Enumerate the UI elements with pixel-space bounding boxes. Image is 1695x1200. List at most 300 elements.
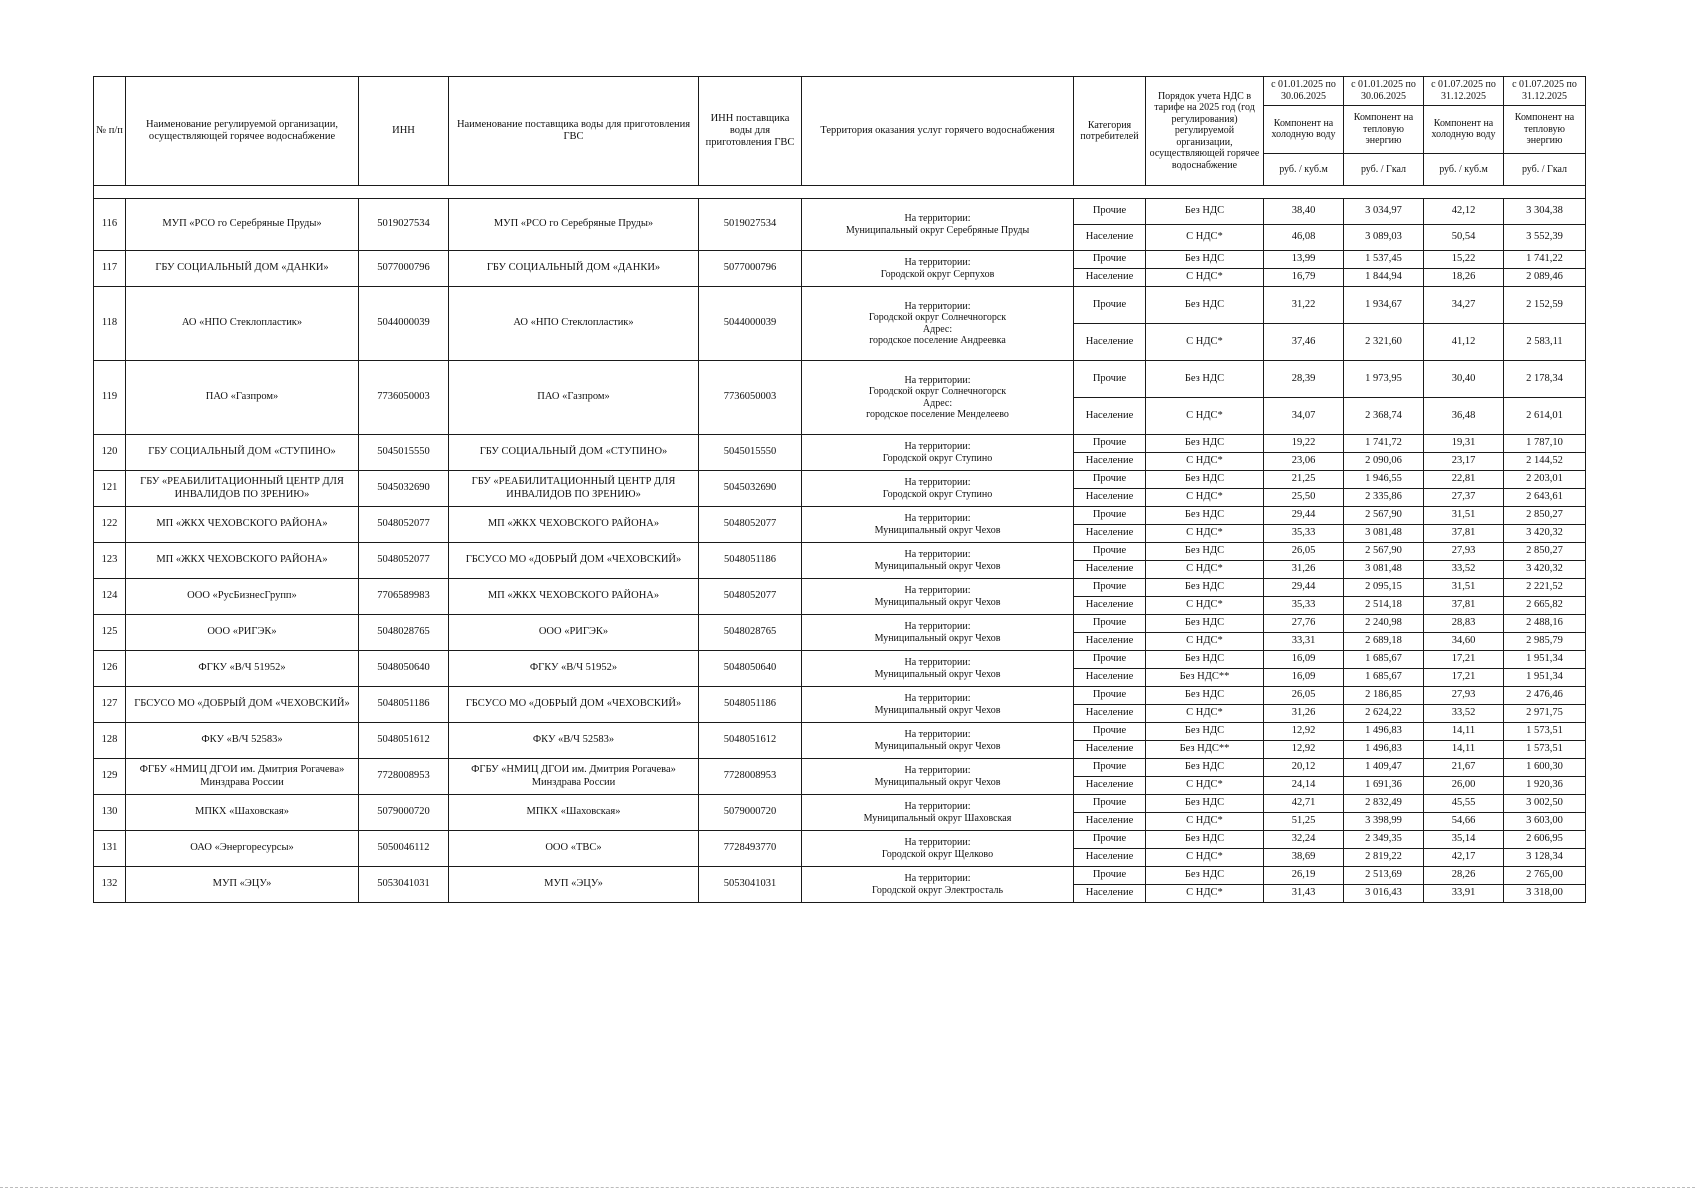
vat-order: Без НДС**: [1146, 669, 1264, 687]
consumer-category: Население: [1074, 489, 1146, 507]
org-inn: 5044000039: [359, 287, 449, 361]
org-inn: 5048052077: [359, 543, 449, 579]
consumer-category: Прочие: [1074, 579, 1146, 597]
territory-line: На территории:: [904, 477, 971, 488]
cold-water-h1: 19,22: [1264, 435, 1344, 453]
supplier-name: ФГКУ «В/Ч 51952»: [449, 651, 699, 687]
vat-order: Без НДС: [1146, 615, 1264, 633]
heat-energy-h2: 1 573,51: [1504, 723, 1586, 741]
consumer-category: Население: [1074, 741, 1146, 759]
cold-water-h1: 26,05: [1264, 687, 1344, 705]
cold-water-h1: 29,44: [1264, 579, 1344, 597]
org-inn: 5048051186: [359, 687, 449, 723]
cold-water-h1: 24,14: [1264, 777, 1344, 795]
org-name: ГБУ СОЦИАЛЬНЫЙ ДОМ «ДАНКИ»: [126, 251, 359, 287]
heat-energy-h1: 2 368,74: [1344, 398, 1424, 435]
heat-energy-h1: 2 567,90: [1344, 543, 1424, 561]
heat-energy-h2: 3 420,32: [1504, 561, 1586, 579]
header-comp-heat-1: Компонент на тепловую энергию: [1344, 105, 1424, 153]
header-unit-cold-1: руб. / куб.м: [1264, 153, 1344, 185]
cold-water-h2: 42,17: [1424, 849, 1504, 867]
heat-energy-h1: 1 973,95: [1344, 361, 1424, 398]
heat-energy-h1: 3 081,48: [1344, 525, 1424, 543]
heat-energy-h2: 2 203,01: [1504, 471, 1586, 489]
heat-energy-h1: 2 513,69: [1344, 867, 1424, 885]
cold-water-h2: 34,60: [1424, 633, 1504, 651]
consumer-category: Население: [1074, 669, 1146, 687]
heat-energy-h2: 2 089,46: [1504, 269, 1586, 287]
header-period-3: с 01.07.2025 по 31.12.2025: [1424, 77, 1504, 106]
row-number: 121: [94, 471, 126, 507]
vat-order: Без НДС: [1146, 759, 1264, 777]
territory-line: На территории:: [904, 441, 971, 452]
cold-water-h2: 45,55: [1424, 795, 1504, 813]
heat-energy-h2: 1 573,51: [1504, 741, 1586, 759]
territory-line: Муниципальный округ Чехов: [874, 776, 1001, 788]
cold-water-h2: 31,51: [1424, 579, 1504, 597]
heat-energy-h1: 3 081,48: [1344, 561, 1424, 579]
territory-line: На территории:: [904, 621, 971, 632]
supplier-name: АО «НПО Стеклопластик»: [449, 287, 699, 361]
territory-line: Муниципальный округ Чехов: [874, 740, 1001, 752]
territory-line: Муниципальный округ Чехов: [874, 704, 1001, 716]
heat-energy-h1: 3 398,99: [1344, 813, 1424, 831]
territory-line: Городской округ Электросталь: [871, 884, 1004, 896]
territory-line: городское поселение Менделеево: [866, 409, 1009, 420]
supplier-inn: 5045015550: [699, 435, 802, 471]
heat-energy-h2: 3 603,00: [1504, 813, 1586, 831]
tariff-body: [94, 186, 1586, 903]
cold-water-h2: 19,31: [1424, 435, 1504, 453]
header-unit-heat-2: руб. / Гкал: [1504, 153, 1586, 185]
vat-order: С НДС*: [1146, 597, 1264, 615]
row-number: 116: [94, 199, 126, 251]
supplier-name: ООО «ТВС»: [449, 831, 699, 867]
cold-water-h1: 37,46: [1264, 324, 1344, 361]
cold-water-h2: 37,81: [1424, 525, 1504, 543]
header-supplier-inn: ИНН поставщика воды для приготовления ГВС: [699, 77, 802, 186]
org-name: МУП «РСО го Серебряные Пруды»: [126, 199, 359, 251]
header-comp-cold-1: Компонент на холодную воду: [1264, 105, 1344, 153]
territory-line: Городской округ Серпухов: [880, 268, 995, 280]
consumer-category: Прочие: [1074, 543, 1146, 561]
header-period-4: с 01.07.2025 по 31.12.2025: [1504, 77, 1586, 106]
heat-energy-h1: 1 409,47: [1344, 759, 1424, 777]
supplier-name: ГБУ СОЦИАЛЬНЫЙ ДОМ «ДАНКИ»: [449, 251, 699, 287]
cold-water-h2: 18,26: [1424, 269, 1504, 287]
vat-order: С НДС*: [1146, 777, 1264, 795]
org-inn: 5048051612: [359, 723, 449, 759]
territory-line: На территории:: [904, 873, 971, 884]
territory-line: Муниципальный округ Чехов: [874, 596, 1001, 608]
vat-order: С НДС*: [1146, 225, 1264, 251]
heat-energy-h1: 1 496,83: [1344, 741, 1424, 759]
territory-line: Муниципальный округ Шаховская: [863, 812, 1012, 824]
cold-water-h2: 28,26: [1424, 867, 1504, 885]
org-name: ГБУ СОЦИАЛЬНЫЙ ДОМ «СТУПИНО»: [126, 435, 359, 471]
heat-energy-h2: 2 144,52: [1504, 453, 1586, 471]
heat-energy-h2: 1 787,10: [1504, 435, 1586, 453]
org-name: ПАО «Газпром»: [126, 361, 359, 435]
cold-water-h2: 33,52: [1424, 705, 1504, 723]
cold-water-h1: 33,31: [1264, 633, 1344, 651]
row-number: 117: [94, 251, 126, 287]
cold-water-h2: 22,81: [1424, 471, 1504, 489]
vat-order: С НДС*: [1146, 813, 1264, 831]
supplier-inn: 5053041031: [699, 867, 802, 903]
territory: [802, 651, 1074, 687]
consumer-category: Прочие: [1074, 199, 1146, 225]
heat-energy-h2: 1 951,34: [1504, 669, 1586, 687]
territory: [802, 579, 1074, 615]
cold-water-h2: 21,67: [1424, 759, 1504, 777]
header-unit-cold-2: руб. / куб.м: [1424, 153, 1504, 185]
heat-energy-h1: 2 095,15: [1344, 579, 1424, 597]
territory-line: На территории:: [904, 837, 971, 848]
consumer-category: Население: [1074, 225, 1146, 251]
cold-water-h2: 27,93: [1424, 543, 1504, 561]
consumer-category: Население: [1074, 597, 1146, 615]
header-inn: ИНН: [359, 77, 449, 186]
header-supplier: Наименование поставщика воды для приготовления ГВС: [449, 77, 699, 186]
org-name: МУП «ЭЦУ»: [126, 867, 359, 903]
territory: [802, 615, 1074, 651]
header-comp-cold-2: Компонент на холодную воду: [1424, 105, 1504, 153]
table-row: [94, 687, 1586, 705]
consumer-category: Прочие: [1074, 651, 1146, 669]
territory-line: На территории:: [904, 374, 971, 386]
org-inn: 5019027534: [359, 199, 449, 251]
consumer-category: Население: [1074, 525, 1146, 543]
row-number: 122: [94, 507, 126, 543]
consumer-category: Население: [1074, 453, 1146, 471]
consumer-category: Прочие: [1074, 759, 1146, 777]
territory-line: На территории:: [904, 257, 971, 268]
territory-line: Муниципальный округ Чехов: [874, 524, 1001, 536]
cold-water-h1: 25,50: [1264, 489, 1344, 507]
row-number: 129: [94, 759, 126, 795]
row-number: 130: [94, 795, 126, 831]
cold-water-h2: 30,40: [1424, 361, 1504, 398]
table-row: [94, 507, 1586, 525]
table-row: [94, 723, 1586, 741]
heat-energy-h1: 1 691,36: [1344, 777, 1424, 795]
heat-energy-h1: 2 624,22: [1344, 705, 1424, 723]
cold-water-h1: 42,71: [1264, 795, 1344, 813]
vat-order: С НДС*: [1146, 561, 1264, 579]
org-inn: 5048028765: [359, 615, 449, 651]
territory-line: Адрес:: [922, 323, 953, 335]
cold-water-h1: 23,06: [1264, 453, 1344, 471]
heat-energy-h2: 2 583,11: [1504, 324, 1586, 361]
row-number: 124: [94, 579, 126, 615]
cold-water-h2: 17,21: [1424, 651, 1504, 669]
supplier-inn: 7728493770: [699, 831, 802, 867]
org-name: ООО «РИГЭК»: [126, 615, 359, 651]
heat-energy-h1: 3 089,03: [1344, 225, 1424, 251]
heat-energy-h2: 3 318,00: [1504, 885, 1586, 903]
territory-line: На территории:: [904, 513, 971, 524]
heat-energy-h2: 2 152,59: [1504, 287, 1586, 324]
heat-energy-h1: 2 349,35: [1344, 831, 1424, 849]
cold-water-h1: 12,92: [1264, 723, 1344, 741]
row-number: 123: [94, 543, 126, 579]
territory: [802, 507, 1074, 543]
supplier-inn: 5045032690: [699, 471, 802, 507]
vat-order: Без НДС: [1146, 795, 1264, 813]
heat-energy-h1: 1 537,45: [1344, 251, 1424, 269]
heat-energy-h2: 2 606,95: [1504, 831, 1586, 849]
table-row: [94, 471, 1586, 489]
cold-water-h1: 20,12: [1264, 759, 1344, 777]
vat-order: Без НДС: [1146, 723, 1264, 741]
cold-water-h1: 35,33: [1264, 597, 1344, 615]
territory: [802, 687, 1074, 723]
territory-line: На территории:: [904, 585, 971, 596]
heat-energy-h2: 2 476,46: [1504, 687, 1586, 705]
supplier-inn: 5019027534: [699, 199, 802, 251]
cold-water-h1: 38,69: [1264, 849, 1344, 867]
supplier-name: ФКУ «В/Ч 52583»: [449, 723, 699, 759]
heat-energy-h2: 3 128,34: [1504, 849, 1586, 867]
table-row: [94, 795, 1586, 813]
territory: [802, 795, 1074, 831]
heat-energy-h1: 2 186,85: [1344, 687, 1424, 705]
territory-line: На территории:: [904, 549, 971, 560]
territory-line: Городской округ Ступино: [882, 488, 993, 500]
heat-energy-h2: 2 850,27: [1504, 543, 1586, 561]
vat-order: Без НДС: [1146, 361, 1264, 398]
heat-energy-h1: 2 819,22: [1344, 849, 1424, 867]
vat-order: С НДС*: [1146, 453, 1264, 471]
heat-energy-h2: 3 552,39: [1504, 225, 1586, 251]
cold-water-h1: 34,07: [1264, 398, 1344, 435]
vat-order: С НДС*: [1146, 633, 1264, 651]
cold-water-h2: 17,21: [1424, 669, 1504, 687]
row-number: 132: [94, 867, 126, 903]
header-org: Наименование регулируемой организации, осуществляющей горячее водоснабжение: [126, 77, 359, 186]
org-inn: 5050046112: [359, 831, 449, 867]
heat-energy-h2: 1 741,22: [1504, 251, 1586, 269]
vat-order: Без НДС: [1146, 435, 1264, 453]
heat-energy-h2: 2 643,61: [1504, 489, 1586, 507]
heat-energy-h2: 2 850,27: [1504, 507, 1586, 525]
supplier-name: ГБСУСО МО «ДОБРЫЙ ДОМ «ЧЕХОВСКИЙ»: [449, 543, 699, 579]
supplier-name: МУП «ЭЦУ»: [449, 867, 699, 903]
cold-water-h2: 41,12: [1424, 324, 1504, 361]
header-gap: [94, 186, 1586, 199]
vat-order: Без НДС: [1146, 831, 1264, 849]
heat-energy-h2: 1 951,34: [1504, 651, 1586, 669]
cold-water-h2: 37,81: [1424, 597, 1504, 615]
territory-line: Городской округ Ступино: [882, 452, 993, 464]
cold-water-h1: 31,22: [1264, 287, 1344, 324]
consumer-category: Прочие: [1074, 615, 1146, 633]
territory-line: На территории:: [904, 657, 971, 668]
vat-order: С НДС*: [1146, 885, 1264, 903]
territory-line: Муниципальный округ Чехов: [874, 632, 1001, 644]
row-number: 125: [94, 615, 126, 651]
table-row: [94, 867, 1586, 885]
org-name: МПКХ «Шаховская»: [126, 795, 359, 831]
org-inn: 7736050003: [359, 361, 449, 435]
cold-water-h1: 31,26: [1264, 705, 1344, 723]
org-inn: 5053041031: [359, 867, 449, 903]
heat-energy-h1: 2 321,60: [1344, 324, 1424, 361]
heat-energy-h2: 3 304,38: [1504, 199, 1586, 225]
consumer-category: Население: [1074, 324, 1146, 361]
vat-order: С НДС*: [1146, 849, 1264, 867]
territory-line: На территории:: [904, 801, 971, 812]
table-row: [94, 759, 1586, 777]
cold-water-h1: 31,26: [1264, 561, 1344, 579]
heat-energy-h1: 1 685,67: [1344, 669, 1424, 687]
row-number: 131: [94, 831, 126, 867]
vat-order: С НДС*: [1146, 398, 1264, 435]
org-name: ФГКУ «В/Ч 51952»: [126, 651, 359, 687]
territory-line: Городской округ Солнечногорск: [868, 386, 1007, 397]
org-name: ГБУ «РЕАБИЛИТАЦИОННЫЙ ЦЕНТР ДЛЯ ИНВАЛИДОВ ПО ЗРЕНИЮ»: [126, 471, 359, 507]
vat-order: Без НДС: [1146, 651, 1264, 669]
header-period-1: с 01.01.2025 по 30.06.2025: [1264, 77, 1344, 106]
consumer-category: Прочие: [1074, 361, 1146, 398]
header-unit-heat-1: руб. / Гкал: [1344, 153, 1424, 185]
territory-line: Адрес:: [922, 397, 953, 409]
header-comp-heat-2: Компонент на тепловую энергию: [1504, 105, 1586, 153]
row-number: 128: [94, 723, 126, 759]
heat-energy-h1: 2 240,98: [1344, 615, 1424, 633]
consumer-category: Население: [1074, 705, 1146, 723]
cold-water-h2: 27,37: [1424, 489, 1504, 507]
org-inn: 7728008953: [359, 759, 449, 795]
cold-water-h1: 46,08: [1264, 225, 1344, 251]
cold-water-h2: 15,22: [1424, 251, 1504, 269]
cold-water-h1: 13,99: [1264, 251, 1344, 269]
table-row: [94, 831, 1586, 849]
header-num: № п/п: [94, 77, 126, 186]
heat-energy-h1: 2 090,06: [1344, 453, 1424, 471]
cold-water-h1: 16,79: [1264, 269, 1344, 287]
cold-water-h2: 27,93: [1424, 687, 1504, 705]
row-number: 126: [94, 651, 126, 687]
vat-order: Без НДС: [1146, 687, 1264, 705]
consumer-category: Прочие: [1074, 435, 1146, 453]
cold-water-h2: 54,66: [1424, 813, 1504, 831]
consumer-category: Население: [1074, 398, 1146, 435]
cold-water-h2: 23,17: [1424, 453, 1504, 471]
heat-energy-h1: 1 685,67: [1344, 651, 1424, 669]
cold-water-h2: 42,12: [1424, 199, 1504, 225]
consumer-category: Население: [1074, 849, 1146, 867]
supplier-inn: 5048028765: [699, 615, 802, 651]
header-category: Категория потребителей: [1074, 77, 1146, 186]
vat-order: Без НДС: [1146, 251, 1264, 269]
territory: [802, 435, 1074, 471]
territory: [802, 287, 1074, 361]
org-inn: 5079000720: [359, 795, 449, 831]
territory: [802, 831, 1074, 867]
consumer-category: Прочие: [1074, 287, 1146, 324]
table-row: [94, 361, 1586, 398]
supplier-name: ООО «РИГЭК»: [449, 615, 699, 651]
cold-water-h2: 50,54: [1424, 225, 1504, 251]
territory-line: На территории:: [904, 693, 971, 704]
vat-order: Без НДС: [1146, 579, 1264, 597]
supplier-inn: 5048051612: [699, 723, 802, 759]
consumer-category: Прочие: [1074, 251, 1146, 269]
org-name: ФКУ «В/Ч 52583»: [126, 723, 359, 759]
consumer-category: Прочие: [1074, 795, 1146, 813]
territory-line: Городской округ Солнечногорск: [868, 312, 1007, 323]
supplier-inn: 5048050640: [699, 651, 802, 687]
consumer-category: Население: [1074, 777, 1146, 795]
cold-water-h2: 14,11: [1424, 741, 1504, 759]
territory: [802, 199, 1074, 251]
vat-order: С НДС*: [1146, 489, 1264, 507]
vat-order: Без НДС: [1146, 867, 1264, 885]
cold-water-h1: 26,19: [1264, 867, 1344, 885]
cold-water-h2: 33,91: [1424, 885, 1504, 903]
cold-water-h1: 35,33: [1264, 525, 1344, 543]
supplier-name: ФГБУ «НМИЦ ДГОИ им. Дмитрия Рогачева» Минздрава России: [449, 759, 699, 795]
header-territory: Территория оказания услуг горячего водоснабжения: [802, 77, 1074, 186]
consumer-category: Прочие: [1074, 687, 1146, 705]
supplier-name: МПКХ «Шаховская»: [449, 795, 699, 831]
heat-energy-h2: 2 221,52: [1504, 579, 1586, 597]
org-inn: 5048052077: [359, 507, 449, 543]
cold-water-h2: 14,11: [1424, 723, 1504, 741]
heat-energy-h2: 1 600,30: [1504, 759, 1586, 777]
cold-water-h1: 38,40: [1264, 199, 1344, 225]
vat-order: Без НДС: [1146, 199, 1264, 225]
table-row: [94, 199, 1586, 225]
consumer-category: Прочие: [1074, 471, 1146, 489]
consumer-category: Население: [1074, 561, 1146, 579]
supplier-inn: 5048052077: [699, 579, 802, 615]
heat-energy-h1: 1 496,83: [1344, 723, 1424, 741]
org-name: ООО «РусБизнесГрупп»: [126, 579, 359, 615]
vat-order: Без НДС: [1146, 471, 1264, 489]
heat-energy-h1: 2 832,49: [1344, 795, 1424, 813]
consumer-category: Население: [1074, 885, 1146, 903]
supplier-inn: 5048052077: [699, 507, 802, 543]
consumer-category: Прочие: [1074, 831, 1146, 849]
heat-energy-h1: 2 689,18: [1344, 633, 1424, 651]
cold-water-h2: 28,83: [1424, 615, 1504, 633]
territory: [802, 723, 1074, 759]
vat-order: С НДС*: [1146, 269, 1264, 287]
cold-water-h1: 26,05: [1264, 543, 1344, 561]
table-row: [94, 287, 1586, 324]
vat-order: Без НДС: [1146, 543, 1264, 561]
cold-water-h2: 36,48: [1424, 398, 1504, 435]
row-number: 119: [94, 361, 126, 435]
cold-water-h2: 31,51: [1424, 507, 1504, 525]
supplier-inn: 5044000039: [699, 287, 802, 361]
supplier-name: ГБУ «РЕАБИЛИТАЦИОННЫЙ ЦЕНТР ДЛЯ ИНВАЛИДОВ ПО ЗРЕНИЮ»: [449, 471, 699, 507]
territory-line: Городской округ Щелково: [881, 848, 994, 860]
heat-energy-h2: 2 765,00: [1504, 867, 1586, 885]
vat-order: Без НДС: [1146, 287, 1264, 324]
table-row: [94, 579, 1586, 597]
tariff-table: [93, 76, 1586, 903]
territory-line: На территории:: [904, 729, 971, 740]
org-name: МП «ЖКХ ЧЕХОВСКОГО РАЙОНА»: [126, 507, 359, 543]
cold-water-h1: 16,09: [1264, 651, 1344, 669]
heat-energy-h2: 3 002,50: [1504, 795, 1586, 813]
consumer-category: Население: [1074, 269, 1146, 287]
heat-energy-h1: 1 934,67: [1344, 287, 1424, 324]
